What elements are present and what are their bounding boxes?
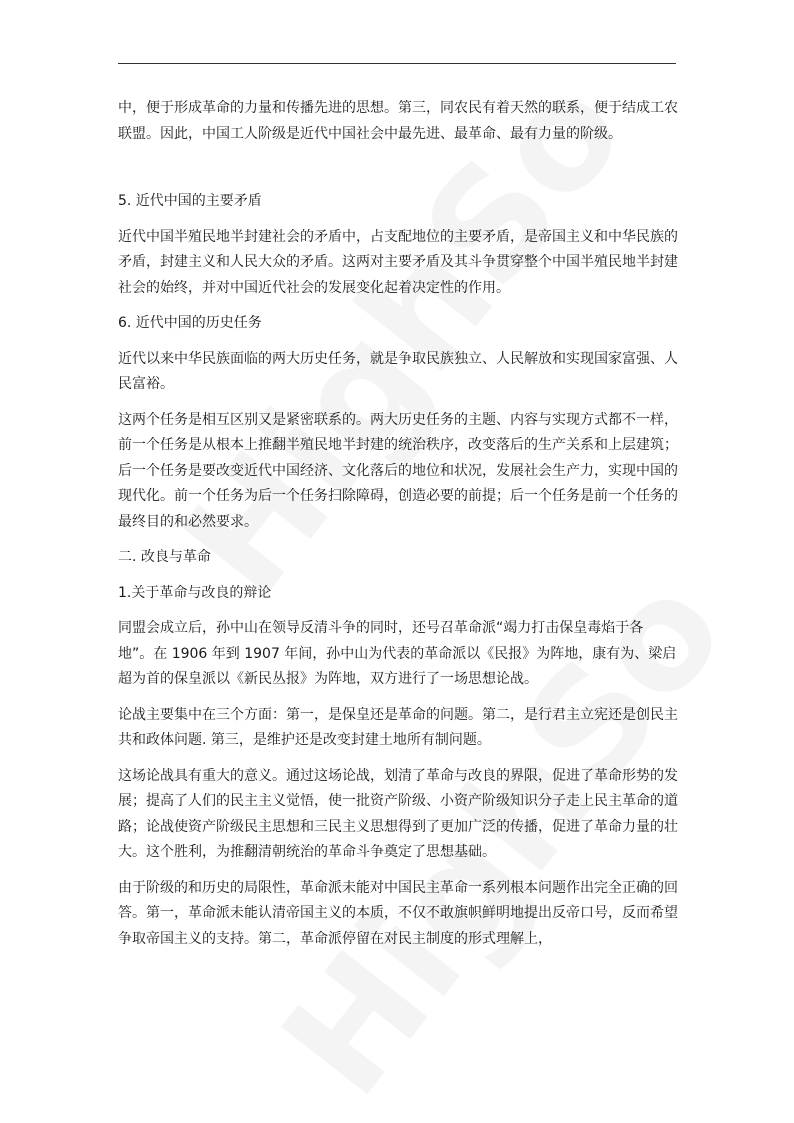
document-body — [118, 96, 678, 962]
section-heading: 5. 近代中国的主要矛盾 — [118, 193, 262, 209]
chapter-heading: 二. 改良与革命 — [118, 549, 211, 565]
section-heading: 1.关于革命与改良的辩论 — [118, 584, 272, 601]
paragraph: 近代以来中华民族面临的两大历史任务，就是争取民族独立、人民解放和实现国家富强、人民富裕。 — [118, 350, 678, 392]
paragraph: 由于阶级的和历史的局限性，革命派未能对中国民主革命一系列根本问题作出完全正确的回答。第一，革命派未能认清帝国主义的本质，不仅不敢旗帜鲜明地提出反帝口号，反而希望争取帝国主义的支持。第二，革命派停留在对民主制度的形式理解上， — [118, 879, 678, 947]
section-heading: 6. 近代中国的历史任务 — [118, 315, 262, 331]
paragraph: 这两个任务是相互区别又是紧密联系的。两大历史任务的主题、内容与实现方式都不一样，前一个任务是从根本上推翻半殖民地半封建的统治秩序，改变落后的生产关系和上层建筑；后一个任务是要改变近代中国经济、文化落后的地位和状况，发展社会生产力，实现中国的现代化。前一个任务为后一个任务扫除障碍，创造必要的前提；后一个任务是前一个任务的最终目的和必然要求。 — [118, 411, 678, 530]
paragraph: 论战主要集中在三个方面：第一，是保皇还是革命的问题。第二，是行君主立宪还是创民主共和政体问题. 第三，是维护还是改变封建土地所有制问题。 — [118, 706, 678, 748]
paragraph: 近代中国半殖民地半封建社会的矛盾中，占支配地位的主要矛盾，是帝国主义和中华民族的矛盾，封建主义和人民大众的矛盾。这两对主要矛盾及其斗争贯穿整个中国半殖民地半封建社会的始终，并对中国近代社会的发展变化起着决定性的作用。 — [118, 228, 678, 296]
paragraph: 中，便于形成革命的力量和传播先进的思想。第三，同农民有着天然的联系，便于结成工农联盟。因此，中国工人阶级是近代中国社会中最先进、最革命、最有力量的阶级。 — [118, 100, 678, 142]
paragraph: 同盟会成立后，孙中山在领导反清斗争的同时，还号召革命派“竭力打击保皇毒焰于各地”。在 1906 年到 1907 年间，孙中山为代表的革命派以《民报》为阵地，康有为、梁启超为首的保皇派以《新民丛报》为阵地，双方进行了一场思想论战。 — [118, 620, 677, 687]
spacer — [118, 157, 678, 189]
header-rule — [118, 63, 676, 64]
paragraph: 这场论战具有重大的意义。通过这场论战，划清了革命与改良的界限，促进了革命形势的发展；提高了人们的民主主义觉悟，使一批资产阶级、小资产阶级知识分子走上民主革命的道路；论战使资产阶级民主思想和三民主义思想得到了更加广泛的传播，促进了革命力量的壮大。这个胜利，为推翻清朝统治的革命斗争奠定了思想基础。 — [118, 767, 678, 860]
